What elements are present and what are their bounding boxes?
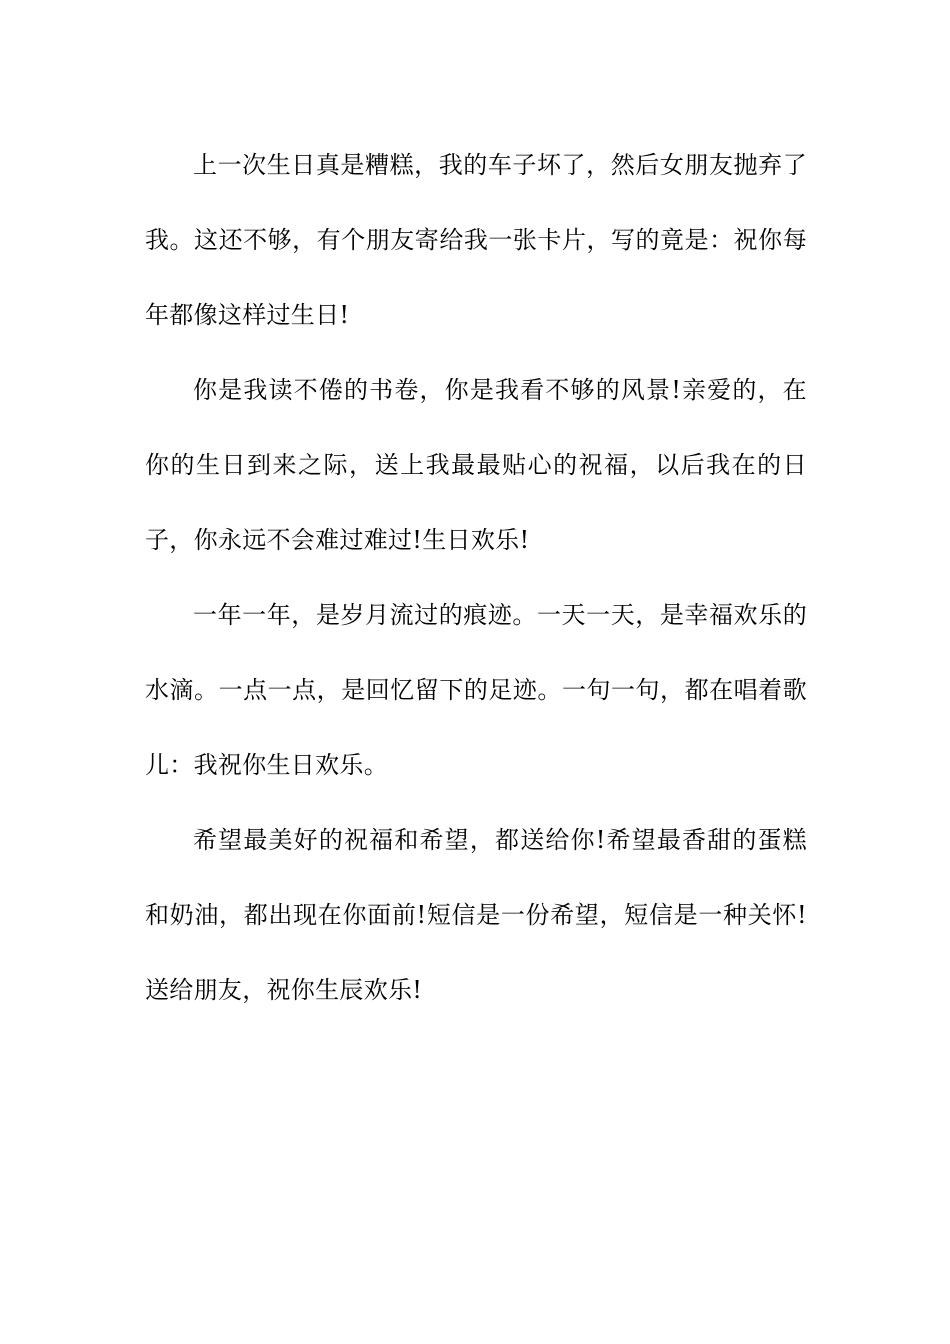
document-body bbox=[145, 128, 807, 1028]
paragraph-2: 你是我读不倦的书卷，你是我看不够的风景!亲爱的，在你的生日到来之际，送上我最最贴心的祝福，以后我在的日子，你永远不会难过难过!生日欢乐! bbox=[145, 376, 807, 554]
paragraph-3: 一年一年，是岁月流过的痕迹。一天一天，是幸福欢乐的水滴。一点一点，是回忆留下的足迹。一句一句，都在唱着歌儿：我祝你生日欢乐。 bbox=[145, 601, 807, 779]
paragraph-1: 上一次生日真是糟糕，我的车子坏了，然后女朋友抛弃了我。这还不够，有个朋友寄给我一张卡片，写的竟是：祝你每年都像这样过生日! bbox=[145, 151, 807, 329]
paragraph-4: 希望最美好的祝福和希望，都送给你!希望最香甜的蛋糕和奶油，都出现在你面前!短信是一份希望，短信是一种关怀!送给朋友，祝你生辰欢乐! bbox=[145, 826, 807, 1004]
